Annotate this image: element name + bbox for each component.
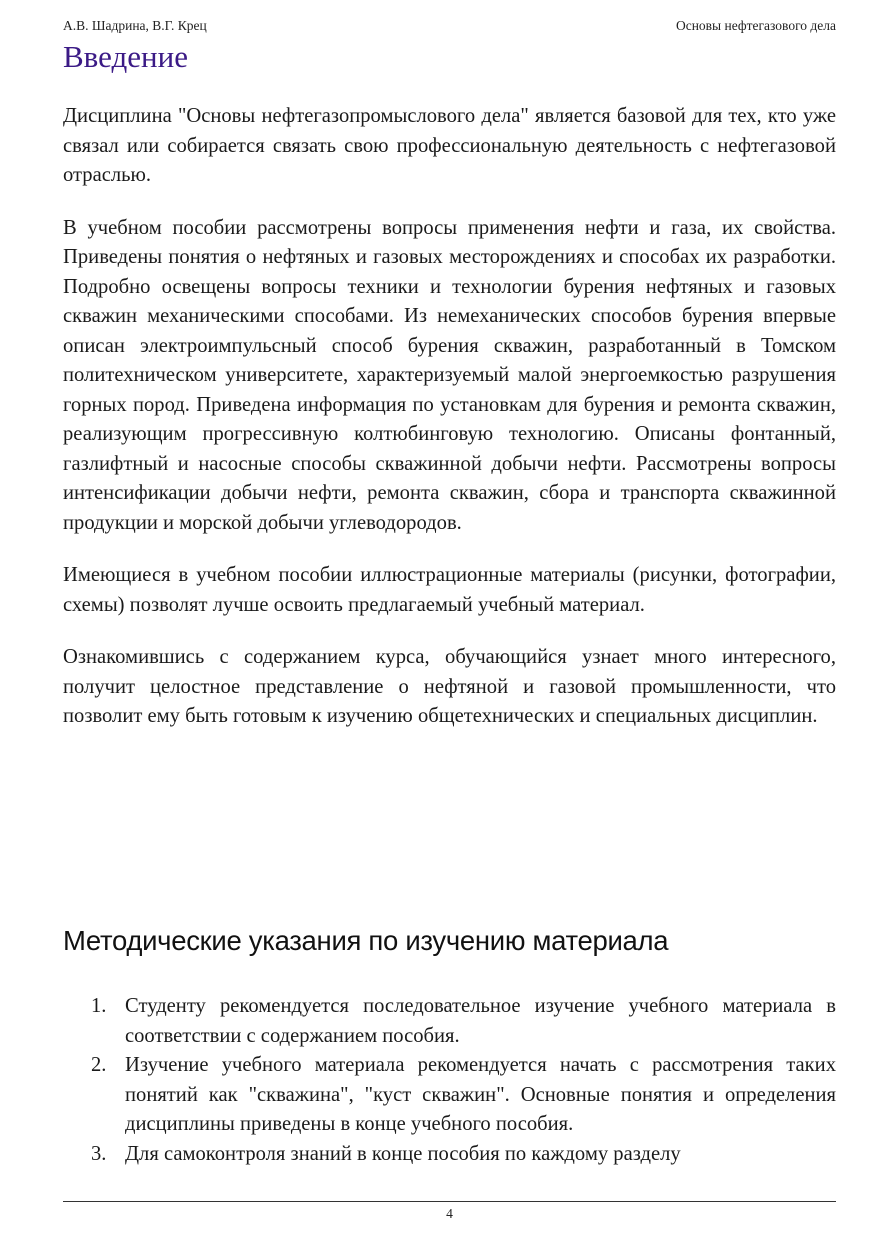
running-header <box>63 17 836 35</box>
document-page <box>63 0 836 1241</box>
guideline-item <box>63 1140 836 1170</box>
intro-paragraph: В учебном пособии рассмотрены вопросы применения нефти и газа, их свойства. Приведены понятия о нефтяных и газовых месторождениях и способах их разработки. Подробно освещены вопросы техники и технологии бурения нефтяных и газовых скважин механическими способами. Из немеханических способов бурения впервые описан электроимпульсный способ бурения скважин, разработанный в Томском политехническом университете, характеризуемый малой энергоемкостью разрушения горных пород. Приведена информация по установкам для бурения и ремонта скважин, реализующим прогрессивную колтюбинговую технологию. Описаны фонтанный, газлифтный и насосные способы скважинной добычи нефти. Рассмотрены вопросы интенсификации добычи нефти, ремонта скважин, сбора и транспорта скважинной продукции и морской добычи углеводородов. <box>63 216 836 534</box>
guideline-number: 3. <box>91 1142 107 1165</box>
intro-paragraph: Имеющиеся в учебном пособии иллюстрационные материалы (рисунки, фотографии, схемы) позволят лучше освоить предлагаемый учебный материал. <box>63 564 836 616</box>
guideline-text: Студенту рекомендуется последовательное изучение учебного материала в соответствии с содержанием пособия. <box>125 995 836 1047</box>
guideline-number: 1. <box>91 995 107 1017</box>
intro-paragraph: Дисциплина "Основы нефтегазопромыслового дела" является базовой для тех, кто уже связал или собирается связать свою профессиональную деятельность с нефтегазовой отраслью. <box>63 105 836 186</box>
intro-paragraph: Ознакомившись с содержанием курса, обучающийся узнает много интересного, получит целостное представление о нефтяной и газовой промышленности, что позволит ему быть готовым к изучению общетехнических и специальных дисциплин. <box>63 646 836 727</box>
page-number: 4 <box>446 1206 453 1221</box>
guidelines-heading: Методические указания по изучению материала <box>63 925 669 956</box>
guideline-text: Изучение учебного материала рекомендуется начать с рассмотрения таких понятий как "скважина", "куст скважин". Основные понятия и определения дисциплины приведены в конце учебного пособия. <box>125 1054 836 1135</box>
header-course-title: Основы нефтегазового дела <box>675 18 836 33</box>
header-authors: А.В. Шадрина, В.Г. Крец <box>63 18 207 33</box>
intro-body <box>63 102 836 755</box>
guideline-item <box>63 1051 836 1140</box>
intro-heading: Введение <box>63 39 188 74</box>
guideline-number: 2. <box>91 1054 107 1076</box>
guideline-item <box>63 992 836 1051</box>
guidelines-list <box>63 992 836 1169</box>
footer-divider <box>63 1201 836 1202</box>
guideline-text: Для самоконтроля знаний в конце пособия по каждому разделу <box>125 1142 681 1165</box>
